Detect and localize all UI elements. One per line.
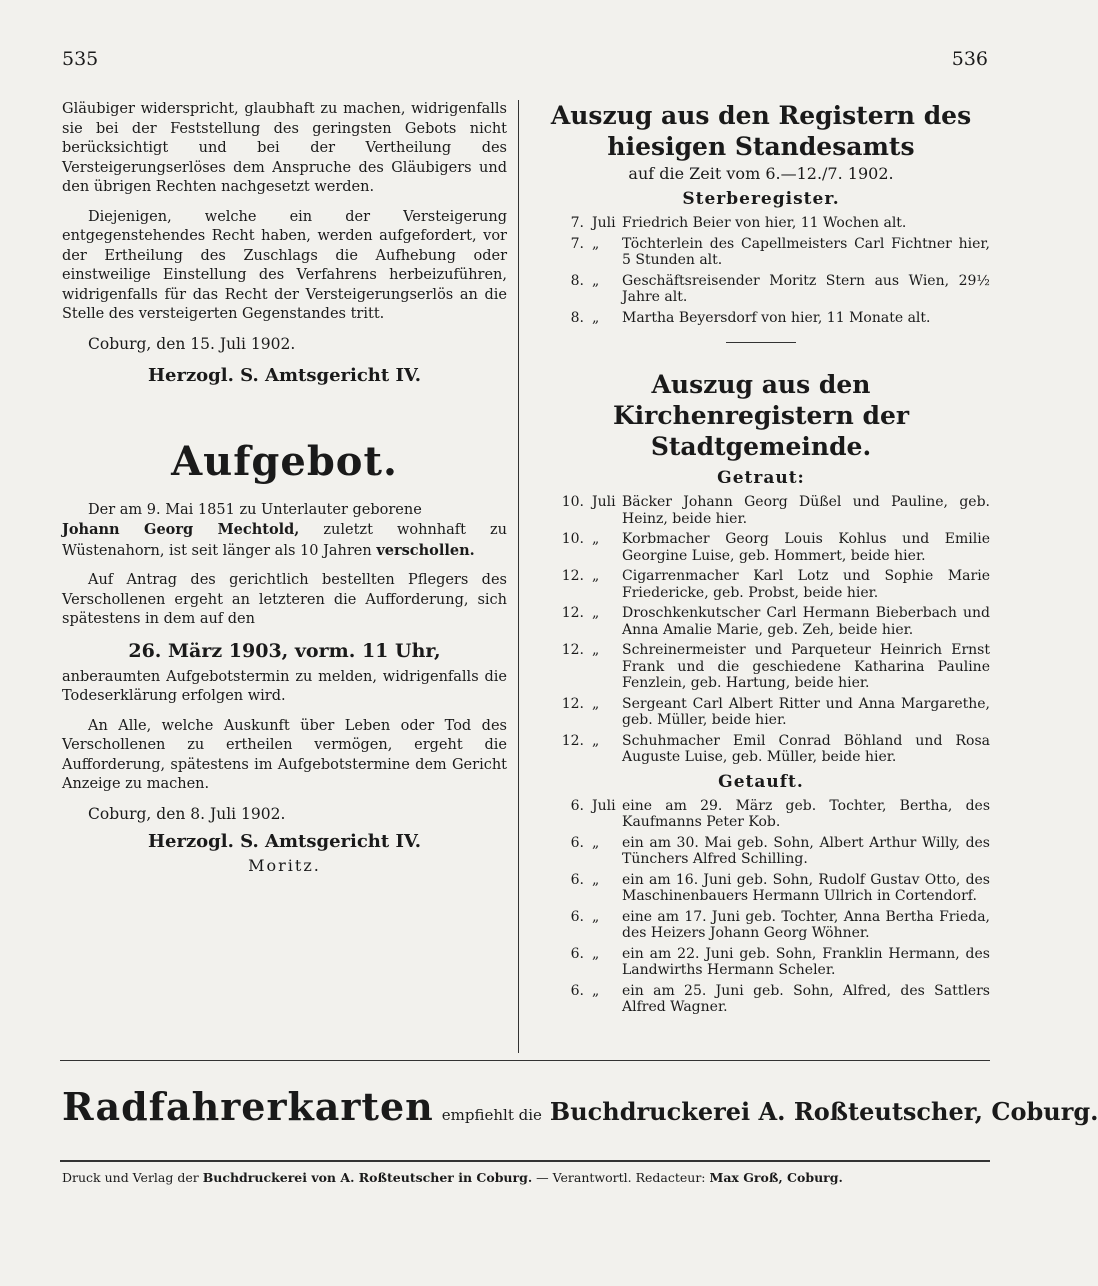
court-signature-1: Herzogl. S. Amtsgericht IV. (148, 364, 421, 386)
entry-month: „ (592, 732, 600, 749)
register-entry (532, 494, 990, 527)
getauft-list (532, 798, 990, 1016)
entry-text: eine am 29. März geb. Tochter, Bertha, des Kaufmanns Peter Kob. (622, 797, 990, 830)
section-getauft: Getauft. (718, 771, 804, 792)
entry-day: 10. (561, 494, 584, 510)
entry-text: Cigarrenmacher Karl Lotz und Sophie Marie Friedericke, geb. Probst, beide hier. (622, 568, 990, 601)
church-register-title: Auszug aus den Kirchenregistern der Stadtgemeinde. (612, 370, 910, 461)
register-entry (532, 835, 990, 868)
entry-month: „ (592, 945, 600, 962)
place-date-2: Coburg, den 8. Juli 1902. (88, 804, 286, 823)
register-entry (532, 531, 990, 564)
entry-day: 10. (561, 531, 584, 547)
entry-month: „ (592, 235, 600, 252)
register-title: Auszug aus den Registern des hiesigen Standesamts (550, 101, 972, 161)
entry-text: Geschäftsreisender Moritz Stern aus Wien, 29½ Jahre alt. (622, 272, 990, 305)
entry-month: „ (592, 309, 600, 326)
right-column (532, 100, 990, 1020)
register-entry (532, 696, 990, 729)
hearing-date: 26. März 1903, vorm. 11 Uhr, (128, 639, 441, 662)
register-entry (532, 310, 990, 327)
entry-text: ein am 25. Juni geb. Sohn, Alfred, des Sattlers Alfred Wagner. (622, 982, 990, 1015)
entry-month: „ (592, 568, 600, 584)
entry-day: 6. (570, 908, 584, 925)
place-date-1: Coburg, den 15. Juli 1902. (88, 334, 296, 353)
register-entry (532, 946, 990, 979)
imprint-editor: Max Groß, Coburg. (709, 1170, 843, 1185)
entry-text: ein am 30. Mai geb. Sohn, Albert Arthur Willy, des Tünchers Alfred Schilling. (622, 834, 990, 867)
entry-text: Sergeant Carl Albert Ritter und Anna Margarethe, geb. Müller, beide hier. (622, 695, 990, 728)
ad-firm: Buchdruckerei A. Roßteutscher, Coburg. (549, 1097, 1098, 1126)
register-entry (532, 605, 990, 638)
text: zuletzt wohnhaft zu Wüstenahorn, ist seit länger als 10 Jahren (62, 522, 508, 559)
text: Der am 9. Mai 1851 zu Unterlauter geborene (88, 501, 422, 518)
entry-day: 7. (570, 235, 584, 252)
entry-text: eine am 17. Juni geb. Tochter, Anna Bertha Frieda, des Heizers Johann Georg Wöhner. (622, 908, 990, 941)
entry-text: Töchterlein des Capellmeisters Carl Fichtner hier, 5 Stunden alt. (622, 235, 990, 268)
entry-text: Droschkenkutscher Carl Hermann Bieberbach und Anna Amalie Marie, geb. Zeh, beide hier. (622, 605, 990, 638)
entry-text: Martha Beyersdorf von hier, 11 Monate alt. (622, 309, 931, 326)
register-entry (532, 642, 990, 692)
register-entry (532, 733, 990, 766)
rule-bottom (60, 1160, 990, 1162)
entry-month: „ (592, 605, 600, 621)
register-entry (532, 909, 990, 942)
entry-text: Friedrich Beier von hier, 11 Wochen alt. (622, 215, 907, 231)
register-entry (532, 983, 990, 1016)
register-entry (532, 872, 990, 905)
entry-day: 6. (570, 982, 584, 999)
entry-month: „ (592, 908, 600, 925)
entry-day: 8. (570, 309, 584, 326)
imprint-text: — Verantwortl. Redacteur: (532, 1170, 710, 1185)
paragraph-continuation: Gläubiger widerspricht, glaubhaft zu machen, widrigenfalls sie bei der Feststellung des geringsten Gebots nicht berücksichtigt und bei der Vertheilung des Versteigerungserlöses dem Anspruche des Gläubigers und den übrigen Rechten nachgesetzt werden. (62, 101, 507, 195)
aufgebot-title: Aufgebot. (171, 437, 398, 485)
entry-text: Schreinermeister und Parqueteur Heinrich Ernst Frank und die geschiedene Katharina Pauline Fenzlein, geb. Hartung, beide hier. (622, 642, 990, 691)
entry-month: „ (592, 272, 600, 289)
ad-connector: empfiehlt die (441, 1106, 542, 1124)
separator (726, 342, 796, 343)
page-number-right: 536 (951, 48, 988, 70)
section-getraut: Getraut: (717, 468, 805, 488)
entry-day: 12. (561, 642, 584, 658)
column-divider (518, 100, 519, 1053)
section-sterberegister: Sterberegister. (682, 189, 840, 209)
entry-month: „ (592, 871, 600, 888)
ad-headline: Radfahrerkarten (62, 1084, 434, 1129)
entry-month: Juli (592, 797, 616, 814)
page-number-left: 535 (62, 48, 99, 70)
entry-day: 6. (570, 945, 584, 962)
person-name: Johann Georg Mechtold, (62, 521, 300, 538)
entry-month: „ (592, 834, 600, 851)
paragraph-objection: Diejenigen, welche ein der Versteigerung entgegenstehendes Recht haben, werden aufgefordert, vor der Ertheilung des Zuschlags die Aufhebung oder einstweilige Einstellung des Verfahrens herbeizuführen, widrigenfalls für das Recht der Versteigerungserlös an die Stelle des versteigerten Gegenstandes tritt. (62, 208, 507, 322)
paragraph-missing-person (62, 501, 507, 562)
signature-moritz: Moritz. (248, 855, 321, 875)
register-entry (532, 798, 990, 831)
advertisement (62, 1084, 1098, 1129)
entry-month: „ (592, 982, 600, 999)
entry-day: 6. (570, 871, 584, 888)
court-signature-2: Herzogl. S. Amtsgericht IV. (148, 830, 421, 852)
register-period: auf die Zeit vom 6.—12./7. 1902. (628, 164, 894, 183)
entry-text: Bäcker Johann Georg Düßel und Pauline, geb. Heinz, beide hier. (622, 494, 990, 527)
entry-day: 7. (570, 215, 584, 231)
entry-month: Juli (592, 494, 616, 510)
register-entry (532, 568, 990, 601)
paragraph-deadline: anberaumten Aufgebotstermin zu melden, widrigenfalls die Todeserklärung erfolgen wird. (62, 668, 507, 704)
sterbe-list (532, 215, 990, 326)
entry-text: Korbmacher Georg Louis Kohlus und Emilie Georgine Luise, geb. Hommert, beide hier. (622, 531, 990, 564)
paragraph-information: An Alle, welche Auskunft über Leben oder Tod des Verschollenen zu ertheilen vermögen, ergeht die Aufforderung, spätestens im Aufgebotstermine dem Gericht Anzeige zu machen. (62, 717, 507, 792)
entry-day: 8. (570, 272, 584, 289)
entry-month: „ (592, 642, 600, 658)
entry-day: 12. (561, 605, 584, 621)
text-bold: verschollen. (376, 541, 475, 559)
register-entry (532, 215, 990, 232)
entry-day: 6. (570, 797, 584, 814)
entry-month: „ (592, 531, 600, 547)
imprint (62, 1170, 990, 1185)
paragraph-request: Auf Antrag des gerichtlich bestellten Pflegers des Verschollenen ergeht an letzteren die Aufforderung, sich spätestens in dem auf den (62, 572, 507, 627)
entry-day: 12. (561, 695, 584, 712)
register-entry (532, 236, 990, 269)
getraut-list (532, 494, 990, 766)
imprint-publisher: Buchdruckerei von A. Roßteutscher in Coburg. (202, 1170, 533, 1185)
entry-text: ein am 16. Juni geb. Sohn, Rudolf Gustav Otto, des Maschinenbauers Hermann Ullrich in Cortendorf. (622, 871, 990, 904)
entry-month: Juli (592, 215, 616, 231)
entry-day: 6. (570, 834, 584, 851)
register-entry (532, 273, 990, 306)
left-column (62, 100, 507, 877)
imprint-text: Druck und Verlag der (62, 1170, 203, 1185)
entry-day: 12. (561, 568, 584, 584)
rule-top (60, 1060, 990, 1061)
entry-month: „ (592, 695, 600, 712)
entry-text: ein am 22. Juni geb. Sohn, Franklin Hermann, des Landwirths Hermann Scheler. (622, 945, 990, 978)
entry-text: Schuhmacher Emil Conrad Böhland und Rosa Auguste Luise, geb. Müller, beide hier. (622, 732, 990, 765)
entry-day: 12. (561, 732, 584, 749)
